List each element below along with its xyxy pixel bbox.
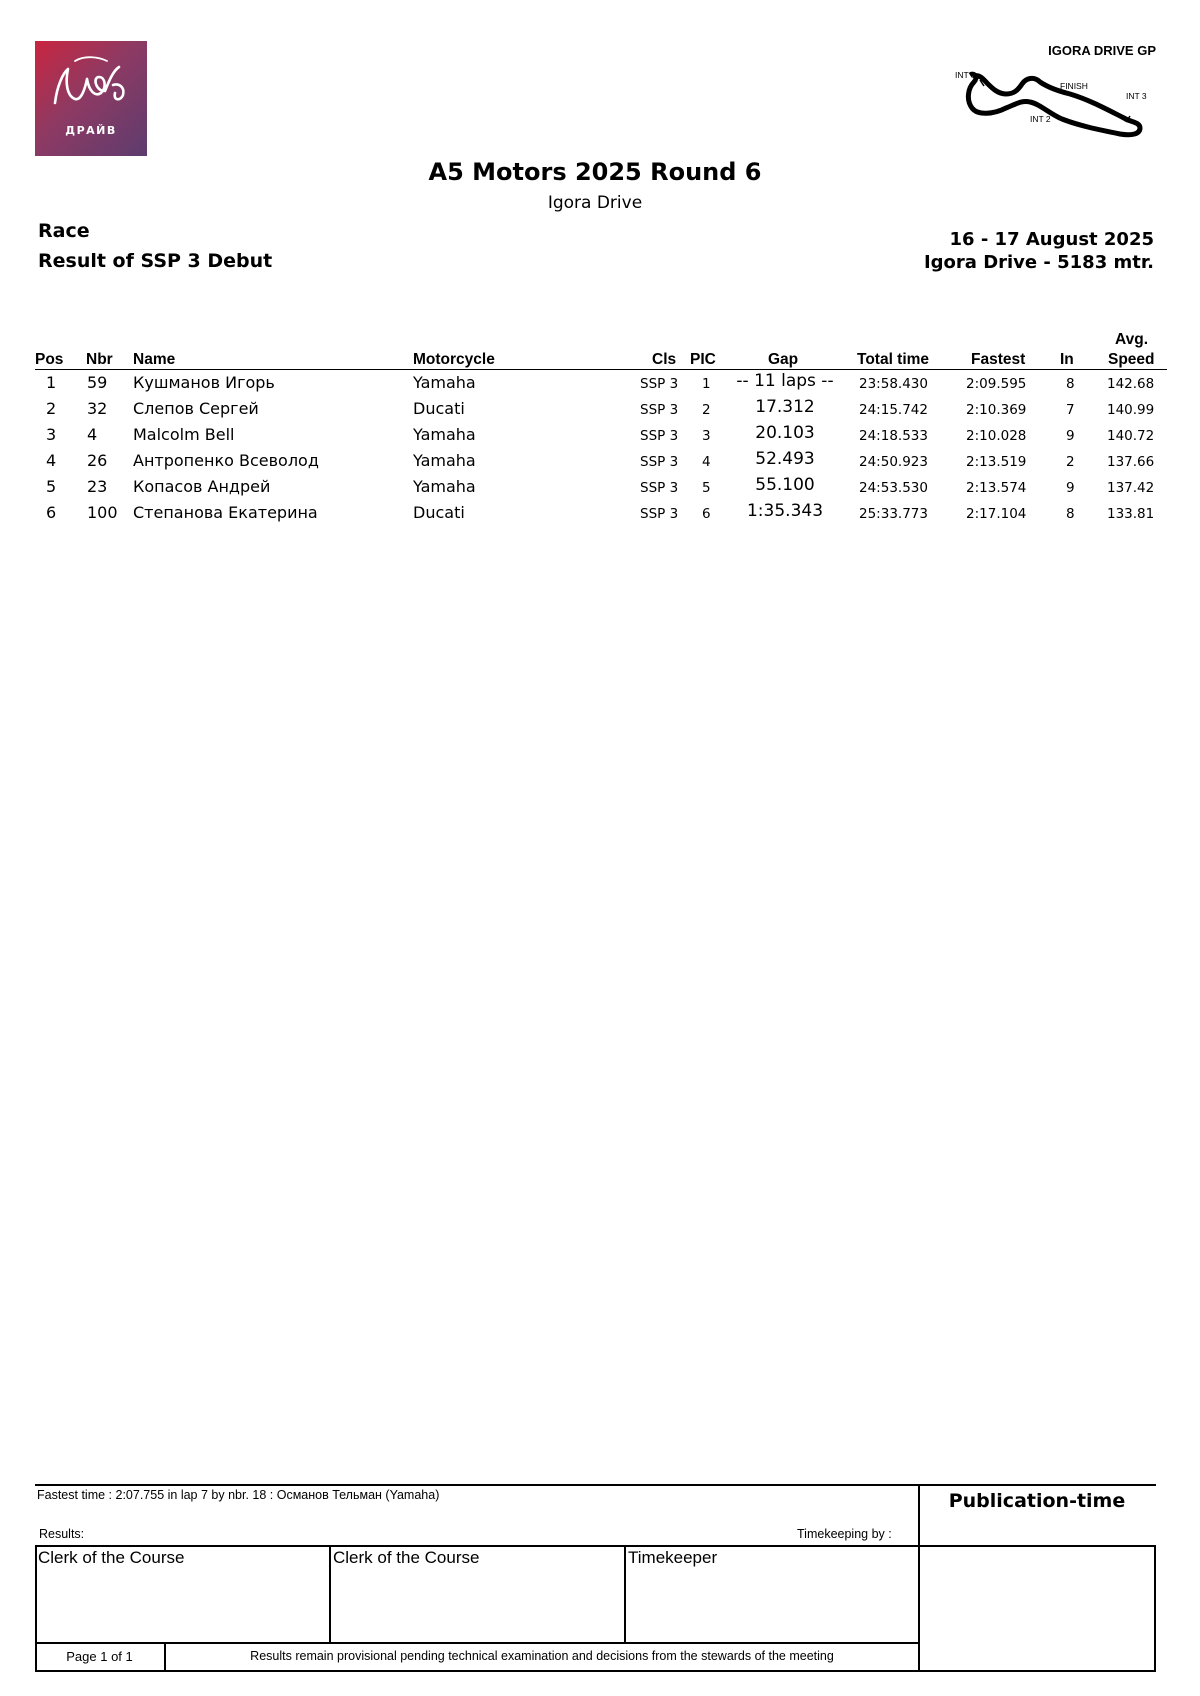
cell-pic: 6 bbox=[702, 506, 711, 522]
footer-sign-divider-1 bbox=[329, 1545, 331, 1643]
signature-clerk-2: Clerk of the Course bbox=[333, 1548, 480, 1567]
cell-nbr: 100 bbox=[87, 503, 118, 522]
cell-speed: 133.81 bbox=[1107, 506, 1155, 522]
cell-fastest: 2:09.595 bbox=[966, 376, 1027, 392]
cell-name: Копасов Андрей bbox=[133, 477, 271, 496]
cell-in: 2 bbox=[1066, 454, 1075, 470]
track-title: IGORA DRIVE GP bbox=[1048, 43, 1156, 58]
cell-speed: 140.99 bbox=[1107, 402, 1155, 418]
cell-name: Степанова Екатерина bbox=[133, 503, 318, 522]
logo-script-mark bbox=[35, 41, 147, 121]
cell-fastest: 2:17.104 bbox=[966, 506, 1027, 522]
cell-fastest: 2:10.369 bbox=[966, 402, 1027, 418]
header-cls: Cls bbox=[652, 351, 677, 368]
table-row bbox=[0, 503, 1200, 529]
cell-motorcycle: Yamaha bbox=[413, 425, 476, 444]
cell-pic: 4 bbox=[702, 454, 711, 470]
cell-motorcycle: Ducati bbox=[413, 503, 465, 522]
cell-total-time: 25:33.773 bbox=[859, 506, 928, 522]
cell-pos: 6 bbox=[46, 503, 57, 522]
cell-pic: 1 bbox=[702, 376, 711, 392]
cell-gap: 52.493 bbox=[755, 449, 815, 469]
cell-pos: 2 bbox=[46, 399, 57, 418]
igora-drive-logo bbox=[35, 41, 147, 156]
track-map bbox=[950, 64, 1160, 148]
cell-in: 9 bbox=[1066, 480, 1075, 496]
event-date: 16 - 17 August 2025 bbox=[949, 229, 1154, 250]
session-label: Race bbox=[38, 220, 90, 242]
table-row bbox=[0, 451, 1200, 477]
header-gap: Gap bbox=[768, 351, 799, 368]
cell-in: 8 bbox=[1066, 506, 1075, 522]
cell-cls: SSP 3 bbox=[640, 454, 679, 470]
cell-pic: 5 bbox=[702, 480, 711, 496]
footer-bottom-line bbox=[35, 1670, 1156, 1672]
table-row bbox=[0, 373, 1200, 399]
result-title: Result of SSP 3 Debut bbox=[38, 250, 273, 272]
cell-total-time: 23:58.430 bbox=[859, 376, 928, 392]
footer bbox=[35, 1484, 1156, 1672]
publication-time: Publication-time bbox=[948, 1490, 1126, 1512]
header-pos: Pos bbox=[35, 351, 64, 368]
header-fastest: Fastest bbox=[971, 351, 1026, 368]
cell-total-time: 24:15.742 bbox=[859, 402, 928, 418]
footer-sign-top-line bbox=[35, 1545, 1156, 1547]
cell-pos: 1 bbox=[46, 373, 57, 392]
cell-gap: 1:35.343 bbox=[746, 501, 824, 521]
cell-pos: 5 bbox=[46, 477, 57, 496]
cell-gap: 20.103 bbox=[755, 423, 815, 443]
cell-pic: 2 bbox=[702, 402, 711, 418]
header-name: Name bbox=[133, 351, 176, 368]
cell-cls: SSP 3 bbox=[640, 428, 679, 444]
cell-in: 9 bbox=[1066, 428, 1075, 444]
cell-total-time: 24:18.533 bbox=[859, 428, 928, 444]
footer-top-line bbox=[35, 1484, 1156, 1486]
table-row bbox=[0, 477, 1200, 503]
cell-name: Слепов Сергей bbox=[133, 399, 259, 418]
event-title: A5 Motors 2025 Round 6 bbox=[428, 158, 762, 186]
header-pic: PIC bbox=[690, 351, 716, 368]
header-total-time: Total time bbox=[857, 351, 930, 368]
cell-name: Malcolm Bell bbox=[133, 425, 235, 444]
cell-nbr: 59 bbox=[87, 373, 108, 392]
cell-motorcycle: Ducati bbox=[413, 399, 465, 418]
header-avg: Avg. bbox=[1115, 331, 1149, 348]
signature-clerk-1: Clerk of the Course bbox=[38, 1548, 185, 1567]
cell-motorcycle: Yamaha bbox=[413, 477, 476, 496]
table-row bbox=[0, 425, 1200, 451]
cell-gap: 55.100 bbox=[755, 475, 815, 495]
logo-subtitle: ДРАЙВ bbox=[65, 124, 117, 137]
signature-timekeeper: Timekeeper bbox=[628, 1548, 718, 1567]
cell-in: 7 bbox=[1066, 402, 1075, 418]
event-venue: Igora Drive - 5183 mtr. bbox=[923, 252, 1154, 273]
cell-speed: 137.42 bbox=[1107, 480, 1155, 496]
cell-fastest: 2:10.028 bbox=[966, 428, 1027, 444]
cell-gap: -- 11 laps -- bbox=[736, 371, 834, 391]
cell-motorcycle: Yamaha bbox=[413, 373, 476, 392]
cell-nbr: 32 bbox=[87, 399, 108, 418]
cell-nbr: 4 bbox=[87, 425, 98, 444]
header-speed: Speed bbox=[1108, 351, 1155, 368]
cell-nbr: 26 bbox=[87, 451, 108, 470]
footer-bottom-row-line bbox=[35, 1642, 919, 1644]
track-outline-icon bbox=[950, 64, 1160, 144]
header-motorcycle: Motorcycle bbox=[413, 351, 495, 368]
cell-speed: 142.68 bbox=[1107, 376, 1155, 392]
cell-name: Кушманов Игорь bbox=[133, 373, 275, 392]
fastest-time-note: Fastest time : 2:07.755 in lap 7 by nbr. 18 : Османов Тельман (Yamaha) bbox=[37, 1488, 440, 1502]
results-label: Results: bbox=[39, 1527, 85, 1541]
cell-speed: 137.66 bbox=[1107, 454, 1155, 470]
table-row bbox=[0, 399, 1200, 425]
provisional-disclaimer: Results remain provisional pending technical examination and decisions from the stewards of the meeting bbox=[250, 1649, 834, 1663]
cell-pos: 3 bbox=[46, 425, 57, 444]
header-divider bbox=[35, 369, 1167, 370]
cell-cls: SSP 3 bbox=[640, 480, 679, 496]
cell-cls: SSP 3 bbox=[640, 376, 679, 392]
timekeeping-label: Timekeeping by : bbox=[797, 1527, 892, 1541]
track-label-int1: INT 1 bbox=[955, 70, 976, 80]
track-label-finish: FINISH bbox=[1060, 81, 1088, 91]
cell-fastest: 2:13.574 bbox=[966, 480, 1027, 496]
cell-in: 8 bbox=[1066, 376, 1075, 392]
track-label-int3: INT 3 bbox=[1126, 91, 1147, 101]
cell-cls: SSP 3 bbox=[640, 402, 679, 418]
cell-pic: 3 bbox=[702, 428, 711, 444]
header-in: In bbox=[1060, 351, 1074, 368]
cell-speed: 140.72 bbox=[1107, 428, 1155, 444]
page-number: Page 1 of 1 bbox=[66, 1649, 133, 1664]
cell-gap: 17.312 bbox=[755, 397, 815, 417]
cell-nbr: 23 bbox=[87, 477, 108, 496]
cell-total-time: 24:50.923 bbox=[859, 454, 928, 470]
cell-fastest: 2:13.519 bbox=[966, 454, 1027, 470]
cell-name: Антропенко Всеволод bbox=[133, 451, 319, 470]
track-label-int2: INT 2 bbox=[1030, 114, 1051, 124]
footer-sign-divider-2 bbox=[624, 1545, 626, 1643]
cell-total-time: 24:53.530 bbox=[859, 480, 928, 496]
cell-motorcycle: Yamaha bbox=[413, 451, 476, 470]
header-nbr: Nbr bbox=[86, 351, 113, 368]
event-subtitle: Igora Drive bbox=[547, 193, 643, 213]
cell-pos: 4 bbox=[46, 451, 57, 470]
cell-cls: SSP 3 bbox=[640, 506, 679, 522]
footer-right-divider bbox=[918, 1484, 920, 1672]
footer-right-border bbox=[1154, 1545, 1156, 1672]
